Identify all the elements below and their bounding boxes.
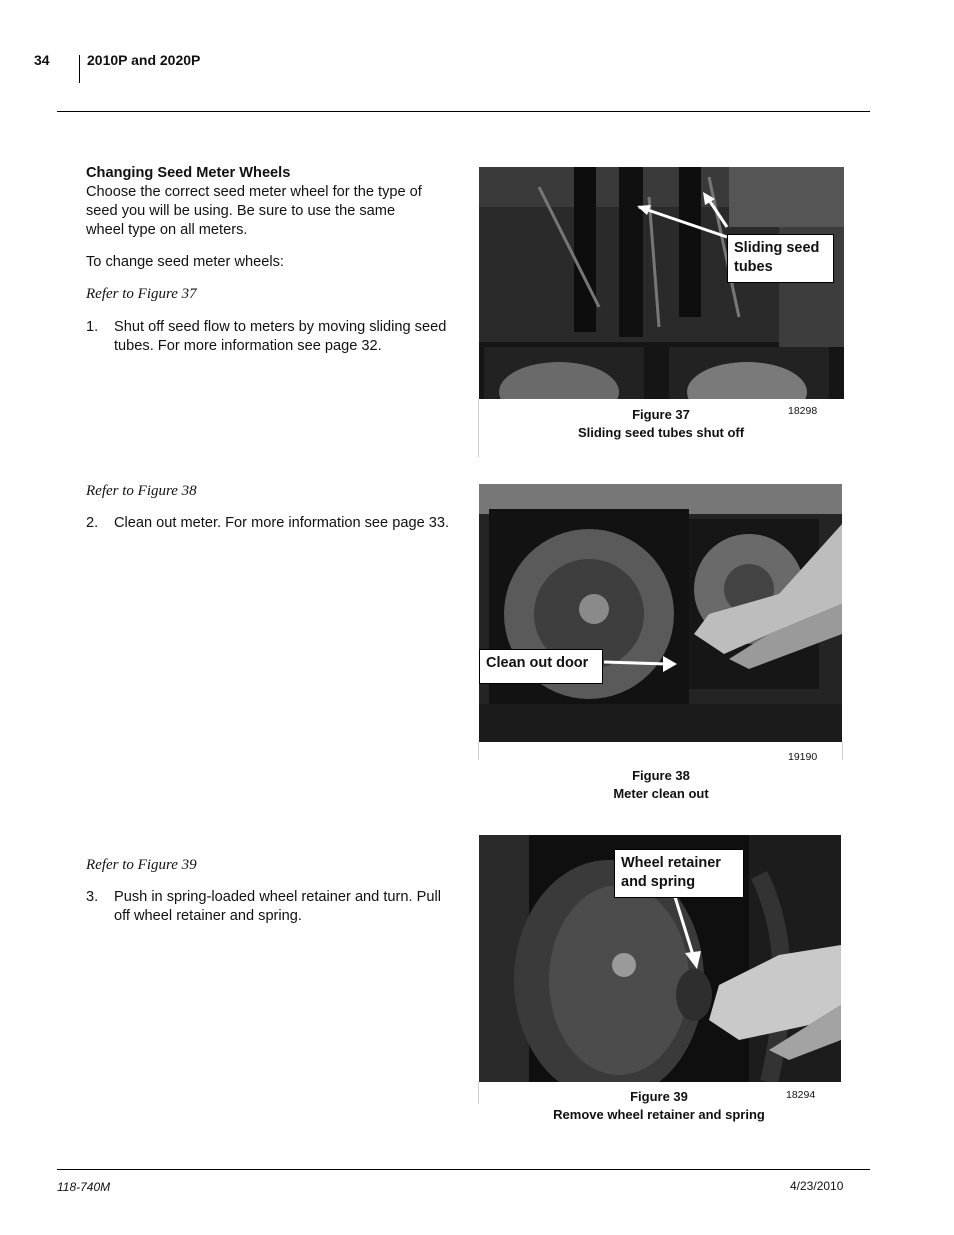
callout-clean-out-door <box>479 649 603 684</box>
callout-line: Wheel retainer <box>621 855 721 871</box>
callout-wheel-retainer-spring <box>614 849 744 898</box>
callout-sliding-seed-tubes <box>727 234 834 283</box>
header-rule <box>57 111 870 112</box>
figure-caption: Meter clean out <box>613 786 709 801</box>
document-title: 2010P and 2020P <box>87 52 201 68</box>
figure-38-photo-id: 19190 <box>788 751 818 763</box>
part-number: 118-740M <box>57 1180 111 1194</box>
section-heading: Changing Seed Meter Wheels <box>86 165 291 181</box>
figure-38-frame-line-right <box>842 742 843 760</box>
callout-line: and spring <box>621 874 696 890</box>
figure-caption: Remove wheel retainer and spring <box>553 1107 765 1122</box>
page-number: 34 <box>34 52 50 68</box>
refer-figure-39: Refer to Figure 39 <box>86 857 197 873</box>
figure-37-photo <box>479 167 844 399</box>
footer-rule <box>57 1169 870 1170</box>
step-3 <box>86 888 454 926</box>
figure-label: Figure 39 <box>630 1089 688 1104</box>
header-divider <box>79 55 80 83</box>
figure-37-frame-line <box>478 399 479 457</box>
callout-line: Clean out door <box>486 655 589 671</box>
section-intro: Choose the correct seed meter wheel for the type of seed you will be using. Be sure to use the same wheel type on all meters. <box>86 184 422 238</box>
section-intro-block <box>86 164 426 240</box>
step-2 <box>86 514 454 533</box>
figure-38-frame-line <box>478 742 479 760</box>
section-lead: To change seed meter wheels: <box>86 254 284 270</box>
figure-37-photo-id: 18298 <box>788 405 818 417</box>
step-number: 1. <box>86 319 99 335</box>
callout-line: tubes <box>734 259 773 275</box>
callout-line: Sliding seed <box>734 240 820 256</box>
refer-figure-38: Refer to Figure 38 <box>86 483 197 499</box>
refer-figure-37: Refer to Figure 37 <box>86 286 197 302</box>
figure-label: Figure 37 <box>632 407 690 422</box>
step-number: 2. <box>86 515 99 531</box>
step-number: 3. <box>86 889 99 905</box>
figure-38-caption <box>480 767 842 803</box>
step-text: Clean out meter. For more information see page 33. <box>114 515 450 531</box>
figure-38-photo <box>479 484 842 742</box>
step-1 <box>86 318 454 356</box>
revision-date: 4/23/2010 <box>790 1179 844 1193</box>
figure-39-photo-id: 18294 <box>786 1089 816 1101</box>
step-text: Shut off seed flow to meters by moving sliding seed tubes. For more information see page 32. <box>114 319 447 354</box>
step-text: Push in spring-loaded wheel retainer and turn. Pull off wheel retainer and spring. <box>114 889 441 924</box>
figure-label: Figure 38 <box>632 768 690 783</box>
figure-caption: Sliding seed tubes shut off <box>577 425 745 440</box>
